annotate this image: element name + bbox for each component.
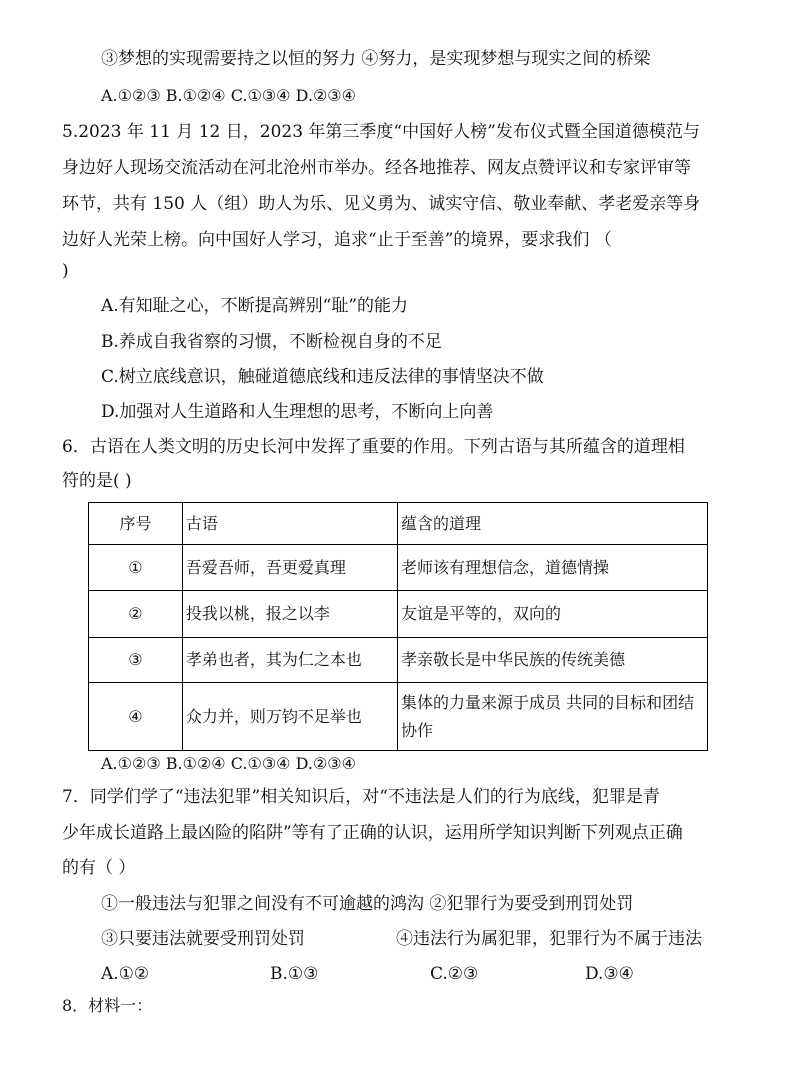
q7-option-b: B.①③ <box>270 964 319 984</box>
table-cell: ① <box>89 545 183 591</box>
q6-stem-line-2: 符的是( ) <box>62 471 132 491</box>
q7-statement-3: ③只要违法就要受刑罚处罚 <box>101 929 305 949</box>
table-header-cell: 蕴含的道理 <box>397 503 707 545</box>
q5-option-d: D.加强对人生道路和人生理想的思考，不断向上向善 <box>101 402 494 422</box>
q5-stem-line-5: ) <box>62 261 69 281</box>
table-row <box>89 591 708 638</box>
table-cell: 吾爱吾师，吾更爱真理 <box>182 545 397 591</box>
table-row <box>89 545 708 591</box>
table-cell: 友谊是平等的，双向的 <box>397 591 707 638</box>
table-row <box>89 638 708 683</box>
q6-stem-line-1: 6．古语在人类文明的历史长河中发挥了重要的作用。下列古语与其所蕴含的道理相 <box>62 437 685 457</box>
q7-option-a: A.①② <box>101 964 150 984</box>
q7-stem-line-1: 7．同学们学了“违法犯罪”相关知识后，对“不违法是人们的行为底线，犯罪是青 <box>62 787 660 807</box>
table-row <box>89 683 708 751</box>
q7-option-d: D.③④ <box>585 964 634 984</box>
q5-stem-line-1: 5.2023 年 11 月 12 日，2023 年第三季度“中国好人榜”发布仪式暨全国道德模范与 <box>62 122 700 142</box>
table-cell: 集体的力量来源于成员 共同的目标和团结协作 <box>397 683 707 751</box>
table-cell: 孝亲敬长是中华民族的传统美德 <box>397 638 707 683</box>
table-cell: 众力并，则万钧不足举也 <box>182 683 397 751</box>
table-header-row <box>89 503 708 545</box>
q5-stem-line-2: 身边好人现场交流活动在河北沧州市举办。经各地推荐、网友点赞评议和专家评审等 <box>62 158 691 178</box>
table-header-cell: 古语 <box>182 503 397 545</box>
q7-stem-line-2: 少年成长道路上最凶险的陷阱”等有了正确的认识，运用所学知识判断下列观点正确 <box>62 823 683 843</box>
q5-stem-line-4: 边好人光荣上榜。向中国好人学习，追求“止于至善”的境界，要求我们 （ <box>62 230 612 250</box>
q8-stem: 8．材料一： <box>62 996 153 1015</box>
q5-option-a: A.有知耻之心，不断提高辨别“耻”的能力 <box>101 296 409 316</box>
q7-statement-line-1: ①一般违法与犯罪之间没有不可逾越的鸿沟 ②犯罪行为要受到刑罚处罚 <box>101 894 634 914</box>
table-cell: 老师该有理想信念，道德情操 <box>397 545 707 591</box>
q5-stem-line-3: 环节，共有 150 人（组）助人为乐、见义勇为、诚实守信、敬业奉献、孝老爱亲等身 <box>62 194 701 214</box>
table-cell: 孝弟也者，其为仁之本也 <box>182 638 397 683</box>
q5-option-b: B.养成自我省察的习惯，不断检视自身的不足 <box>101 332 442 352</box>
q7-statement-4: ④违法行为属犯罪，犯罪行为不属于违法 <box>396 929 702 949</box>
table-cell: ④ <box>89 683 183 751</box>
q7-option-c: C.②③ <box>430 964 479 984</box>
table-cell: 投我以桃，报之以李 <box>182 591 397 638</box>
q7-stem-line-3: 的有（ ） <box>62 858 136 878</box>
table-cell: ② <box>89 591 183 638</box>
table-header-cell: 序号 <box>89 503 183 545</box>
table-cell: ③ <box>89 638 183 683</box>
q6-table <box>88 502 708 751</box>
q5-option-c: C.树立底线意识，触碰道德底线和违反法律的事情坚决不做 <box>101 367 544 387</box>
q4-options: A.①②③ B.①②④ C.①③④ D.②③④ <box>101 86 356 105</box>
q6-options: A.①②③ B.①②④ C.①③④ D.②③④ <box>101 754 356 773</box>
q4-statement-line: ③梦想的实现需要持之以恒的努力 ④努力，是实现梦想与现实之间的桥梁 <box>101 49 651 69</box>
